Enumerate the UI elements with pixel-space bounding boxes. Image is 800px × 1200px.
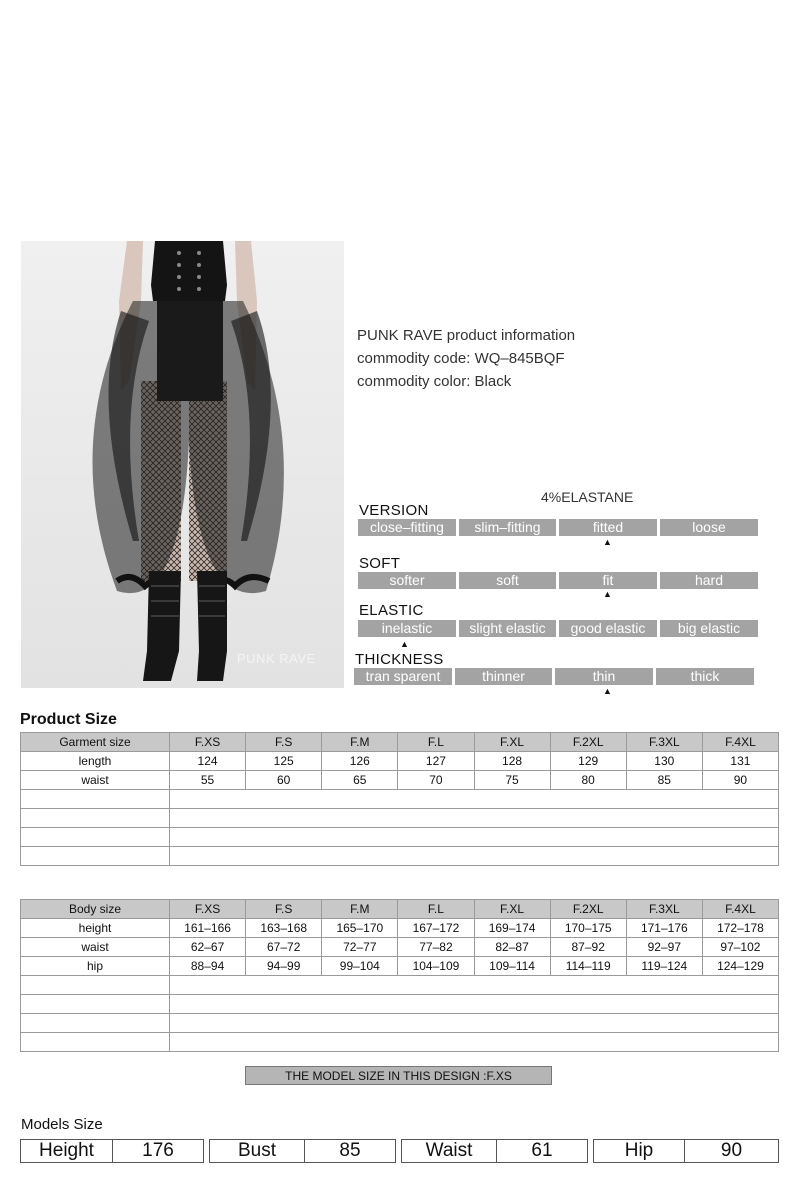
soft-option: soft: [459, 572, 556, 589]
model-bust-value: 85: [304, 1139, 396, 1163]
empty-row: [21, 1014, 779, 1033]
table-cell: 82–87: [474, 938, 550, 957]
soft-option: hard: [660, 572, 758, 589]
table-cell: 87–92: [550, 938, 626, 957]
thickness-option: thin: [555, 668, 653, 685]
table-cell: 124: [170, 752, 246, 771]
model-bust-label: Bust: [209, 1139, 305, 1163]
version-option: loose: [660, 519, 758, 536]
table-header-cell: Garment size: [21, 733, 170, 752]
thickness-option: thinner: [455, 668, 552, 685]
table-cell: length: [21, 752, 170, 771]
commodity-code: [357, 350, 565, 367]
color-label: commodity color:: [357, 373, 471, 390]
skirt-illustration: [21, 241, 344, 688]
elastic-option: inelastic: [358, 620, 456, 637]
models-size-title: Models Size: [21, 1116, 103, 1133]
empty-row: [21, 828, 779, 847]
table-cell: 167–172: [398, 919, 474, 938]
table-header-cell: F.XL: [474, 733, 550, 752]
table-cell: 161–166: [170, 919, 246, 938]
table-cell: 88–94: [170, 957, 246, 976]
table-cell: 127: [398, 752, 474, 771]
table-cell: 85: [626, 771, 702, 790]
table-header-cell: F.XS: [170, 733, 246, 752]
elastic-selected-indicator: ▲: [400, 639, 409, 649]
thickness-option: tran sparent: [354, 668, 452, 685]
table-cell: height: [21, 919, 170, 938]
table-cell: 75: [474, 771, 550, 790]
version-option: fitted: [559, 519, 657, 536]
table-cell: 60: [246, 771, 322, 790]
model-size-note: THE MODEL SIZE IN THIS DESIGN :F.XS: [245, 1066, 552, 1085]
table-cell: 90: [702, 771, 778, 790]
table-cell: 67–72: [246, 938, 322, 957]
model-height-value: 176: [112, 1139, 204, 1163]
soft-option: softer: [358, 572, 456, 589]
table-cell: 129: [550, 752, 626, 771]
table-cell: 172–178: [702, 919, 778, 938]
table-cell: waist: [21, 771, 170, 790]
table-cell: 97–102: [702, 938, 778, 957]
code-label: commodity code:: [357, 350, 471, 367]
table-cell: 119–124: [626, 957, 702, 976]
table-cell: 128: [474, 752, 550, 771]
table-header-cell: F.4XL: [702, 900, 778, 919]
table-header-cell: F.L: [398, 733, 474, 752]
empty-row: [21, 790, 779, 809]
model-waist-value: 61: [496, 1139, 588, 1163]
table-cell: 94–99: [246, 957, 322, 976]
model-waist-label: Waist: [401, 1139, 497, 1163]
code-value: WQ–845BQF: [474, 350, 565, 367]
table-header-cell: F.L: [398, 900, 474, 919]
table-header-cell: F.M: [322, 733, 398, 752]
table-row: [21, 938, 779, 957]
table-header-cell: F.XS: [170, 900, 246, 919]
table-cell: 131: [702, 752, 778, 771]
table-cell: 65: [322, 771, 398, 790]
table-cell: 126: [322, 752, 398, 771]
empty-row: [21, 809, 779, 828]
table-header-cell: Body size: [21, 900, 170, 919]
table-cell: 130: [626, 752, 702, 771]
table-cell: 72–77: [322, 938, 398, 957]
table-cell: 92–97: [626, 938, 702, 957]
soft-option: fit: [559, 572, 657, 589]
soft-selected-indicator: ▲: [603, 589, 612, 599]
table-cell: 62–67: [170, 938, 246, 957]
commodity-color: [357, 373, 511, 390]
table-cell: 55: [170, 771, 246, 790]
fabric-composition: 4%ELASTANE: [541, 489, 634, 505]
table-cell: 109–114: [474, 957, 550, 976]
model-hip-value: 90: [684, 1139, 779, 1163]
elastic-title: ELASTIC: [359, 602, 424, 619]
table-row: [21, 752, 779, 771]
body-size-table: [20, 899, 779, 1052]
table-cell: 171–176: [626, 919, 702, 938]
table-header-row: [21, 900, 779, 919]
product-photo: [21, 241, 344, 688]
model-height-label: Height: [20, 1139, 113, 1163]
version-option: slim–fitting: [459, 519, 556, 536]
empty-row: [21, 1033, 779, 1052]
table-cell: 99–104: [322, 957, 398, 976]
elastic-option: good elastic: [559, 620, 657, 637]
thickness-title: THICKNESS: [355, 651, 444, 668]
elastic-option: big elastic: [660, 620, 758, 637]
color-value: Black: [474, 373, 512, 390]
table-cell: 165–170: [322, 919, 398, 938]
version-title: VERSION: [359, 502, 429, 519]
table-cell: 169–174: [474, 919, 550, 938]
table-cell: 170–175: [550, 919, 626, 938]
table-header-cell: F.2XL: [550, 900, 626, 919]
info-heading: PUNK RAVE product information: [357, 327, 576, 344]
table-header-cell: F.4XL: [702, 733, 778, 752]
empty-row: [21, 976, 779, 995]
table-row: [21, 957, 779, 976]
table-header-cell: F.3XL: [626, 900, 702, 919]
table-cell: 114–119: [550, 957, 626, 976]
table-header-cell: F.S: [246, 733, 322, 752]
model-hip-label: Hip: [593, 1139, 685, 1163]
table-cell: hip: [21, 957, 170, 976]
table-header-row: [21, 733, 779, 752]
thickness-option: thick: [656, 668, 754, 685]
table-row: [21, 771, 779, 790]
empty-row: [21, 847, 779, 866]
version-selected-indicator: ▲: [603, 537, 612, 547]
table-cell: 163–168: [246, 919, 322, 938]
table-cell: 80: [550, 771, 626, 790]
table-cell: 77–82: [398, 938, 474, 957]
table-cell: 124–129: [702, 957, 778, 976]
soft-title: SOFT: [359, 555, 401, 572]
empty-row: [21, 995, 779, 1014]
table-header-cell: F.3XL: [626, 733, 702, 752]
garment-size-table: [20, 732, 779, 866]
table-header-cell: F.XL: [474, 900, 550, 919]
table-header-cell: F.2XL: [550, 733, 626, 752]
product-size-title: Product Size: [20, 711, 117, 728]
photo-watermark: PUNK RAVE: [237, 651, 316, 666]
table-row: [21, 919, 779, 938]
elastic-option: slight elastic: [459, 620, 556, 637]
table-cell: 125: [246, 752, 322, 771]
table-cell: 70: [398, 771, 474, 790]
version-option: close–fitting: [358, 519, 456, 536]
table-cell: 104–109: [398, 957, 474, 976]
table-header-cell: F.M: [322, 900, 398, 919]
table-header-cell: F.S: [246, 900, 322, 919]
thickness-selected-indicator: ▲: [603, 686, 612, 696]
table-cell: waist: [21, 938, 170, 957]
